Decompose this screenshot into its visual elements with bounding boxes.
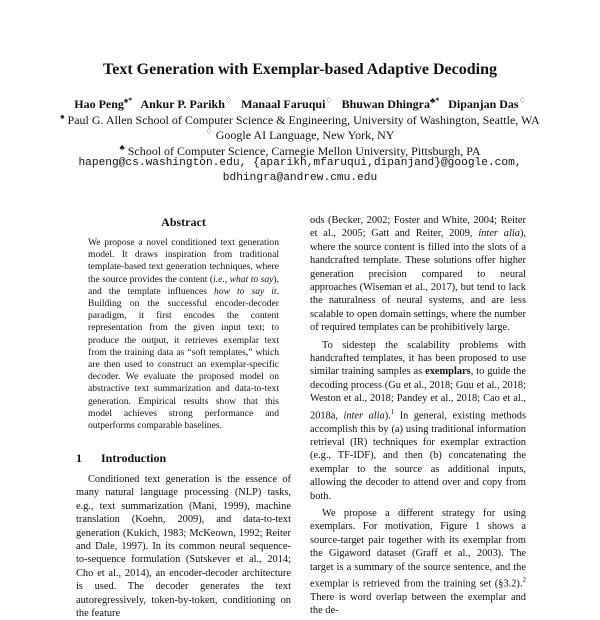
- email-line-2: bdhingra@andrew.cmu.edu: [222, 172, 378, 184]
- intro-paragraph-2: ods (Becker, 2002; Foster and White, 2004; Reiter et al., 2005; Gatt and Reiter, 2009, inter alia), where the source content is filled into the slots of a handcrafted template. These solutions offer higher generation precision compared to neural approaches (Wiseman et al., 2017), but tend to lack the naturalness of neural systems, and are less scalable to open domain settings, where the number of required templates can be prohibitively large.: [310, 215, 526, 334]
- section-heading-introduction: 1 Introduction: [76, 451, 167, 465]
- author-5: Dipanjan Das♢: [448, 96, 526, 111]
- author-4: Bhuwan Dhingra♣*: [341, 96, 440, 111]
- author-1: Hao Peng♠*: [74, 96, 133, 111]
- author-3: Manaal Faruqui♢: [241, 96, 333, 111]
- affiliation-1: ♠ Paul G. Allen School of Computer Science & Engineering, University of Washington, Seattle, WA: [60, 112, 540, 127]
- intro-right-column: [310, 214, 526, 618]
- author-2: Ankur P. Parikh♢: [140, 96, 233, 111]
- affiliation-3: ♣ School of Computer Science, Carnegie Mellon University, Pittsburgh, PA: [119, 143, 481, 158]
- intro-paragraph-3: To sidestep the scalability problems with handcrafted templates, it has been proposed to use similar training samples as exemplars, to guide the decoding process (Gu et al., 2018; Guu et al., 2018; Weston et al., 2018; Pandey et al., 2018; Cao et al., 2018a, inter alia).$^1$ In general, existing methods accomplish this by (a) using traditional information retrieval (IR) techniques for exemplar extraction (e.g., TF-IDF), and then (b) concatenating the exemplar to the source as additional inputs, allowing the decoder to attend over and copy from both.: [310, 339, 527, 502]
- abstract-heading: Abstract: [161, 215, 206, 229]
- abstract-text: We propose a novel conditioned text generation model. It draws inspiration from traditional template-based text generation techniques, where the source provides the content (i.e., what to say), and the template influences how to say it. Building on the successful encoder-decoder paradigm, it first encodes the content representation from the given input text; to produce the output, it retrieves exemplar text from the training data as “soft templates,” which are then used to construct an exemplar-specific decoder. We evaluate the proposed model on abstractive text summarization and data-to-text generation. Empirical results show that this model achieves strong performance and outperforms comparable baselines.: [88, 237, 279, 432]
- affiliation-2: ♢ Google AI Language, New York, NY: [205, 127, 395, 142]
- paper-title: Text Generation with Exemplar-based Adaptive Decoding: [103, 61, 497, 78]
- intro-paragraph-4: We propose a different strategy for using exemplars. For motivation, Figure 1 shows a source-target pair together with its exemplar from the Gigaword dataset (Graff et al., 2003). The target is a summary of the source sentence, and the exemplar is retrieved from the training set (§3.2).$^2$ There is word overlap between the exemplar and the de-: [310, 508, 526, 617]
- intro-left-column: [76, 473, 291, 620]
- footnote-marker-1[interactable]: 1: [390, 407, 395, 416]
- intro-paragraph-1: Conditioned text generation is the essence of many natural language processing (NLP) tasks, e.g., text summarization (Mani, 1999), machine translation (Koehn, 2009), and data-to-text generation (Kukich, 1983; McKeown, 1992; Reiter and Dale, 1997). In its common neural sequence-to-sequence formulation (Sutskever et al., 2014; Cho et al., 2014), an encoder-decoder architecture is used. The decoder generates the text autoregressively, token-by-token, conditioning on the feature: [76, 474, 291, 620]
- footnote-marker-2[interactable]: 2: [522, 576, 526, 585]
- email-line-1: hapeng@cs.washington.edu, {aparikh,mfaruqui,dipanjand}@google.com,: [78, 157, 522, 169]
